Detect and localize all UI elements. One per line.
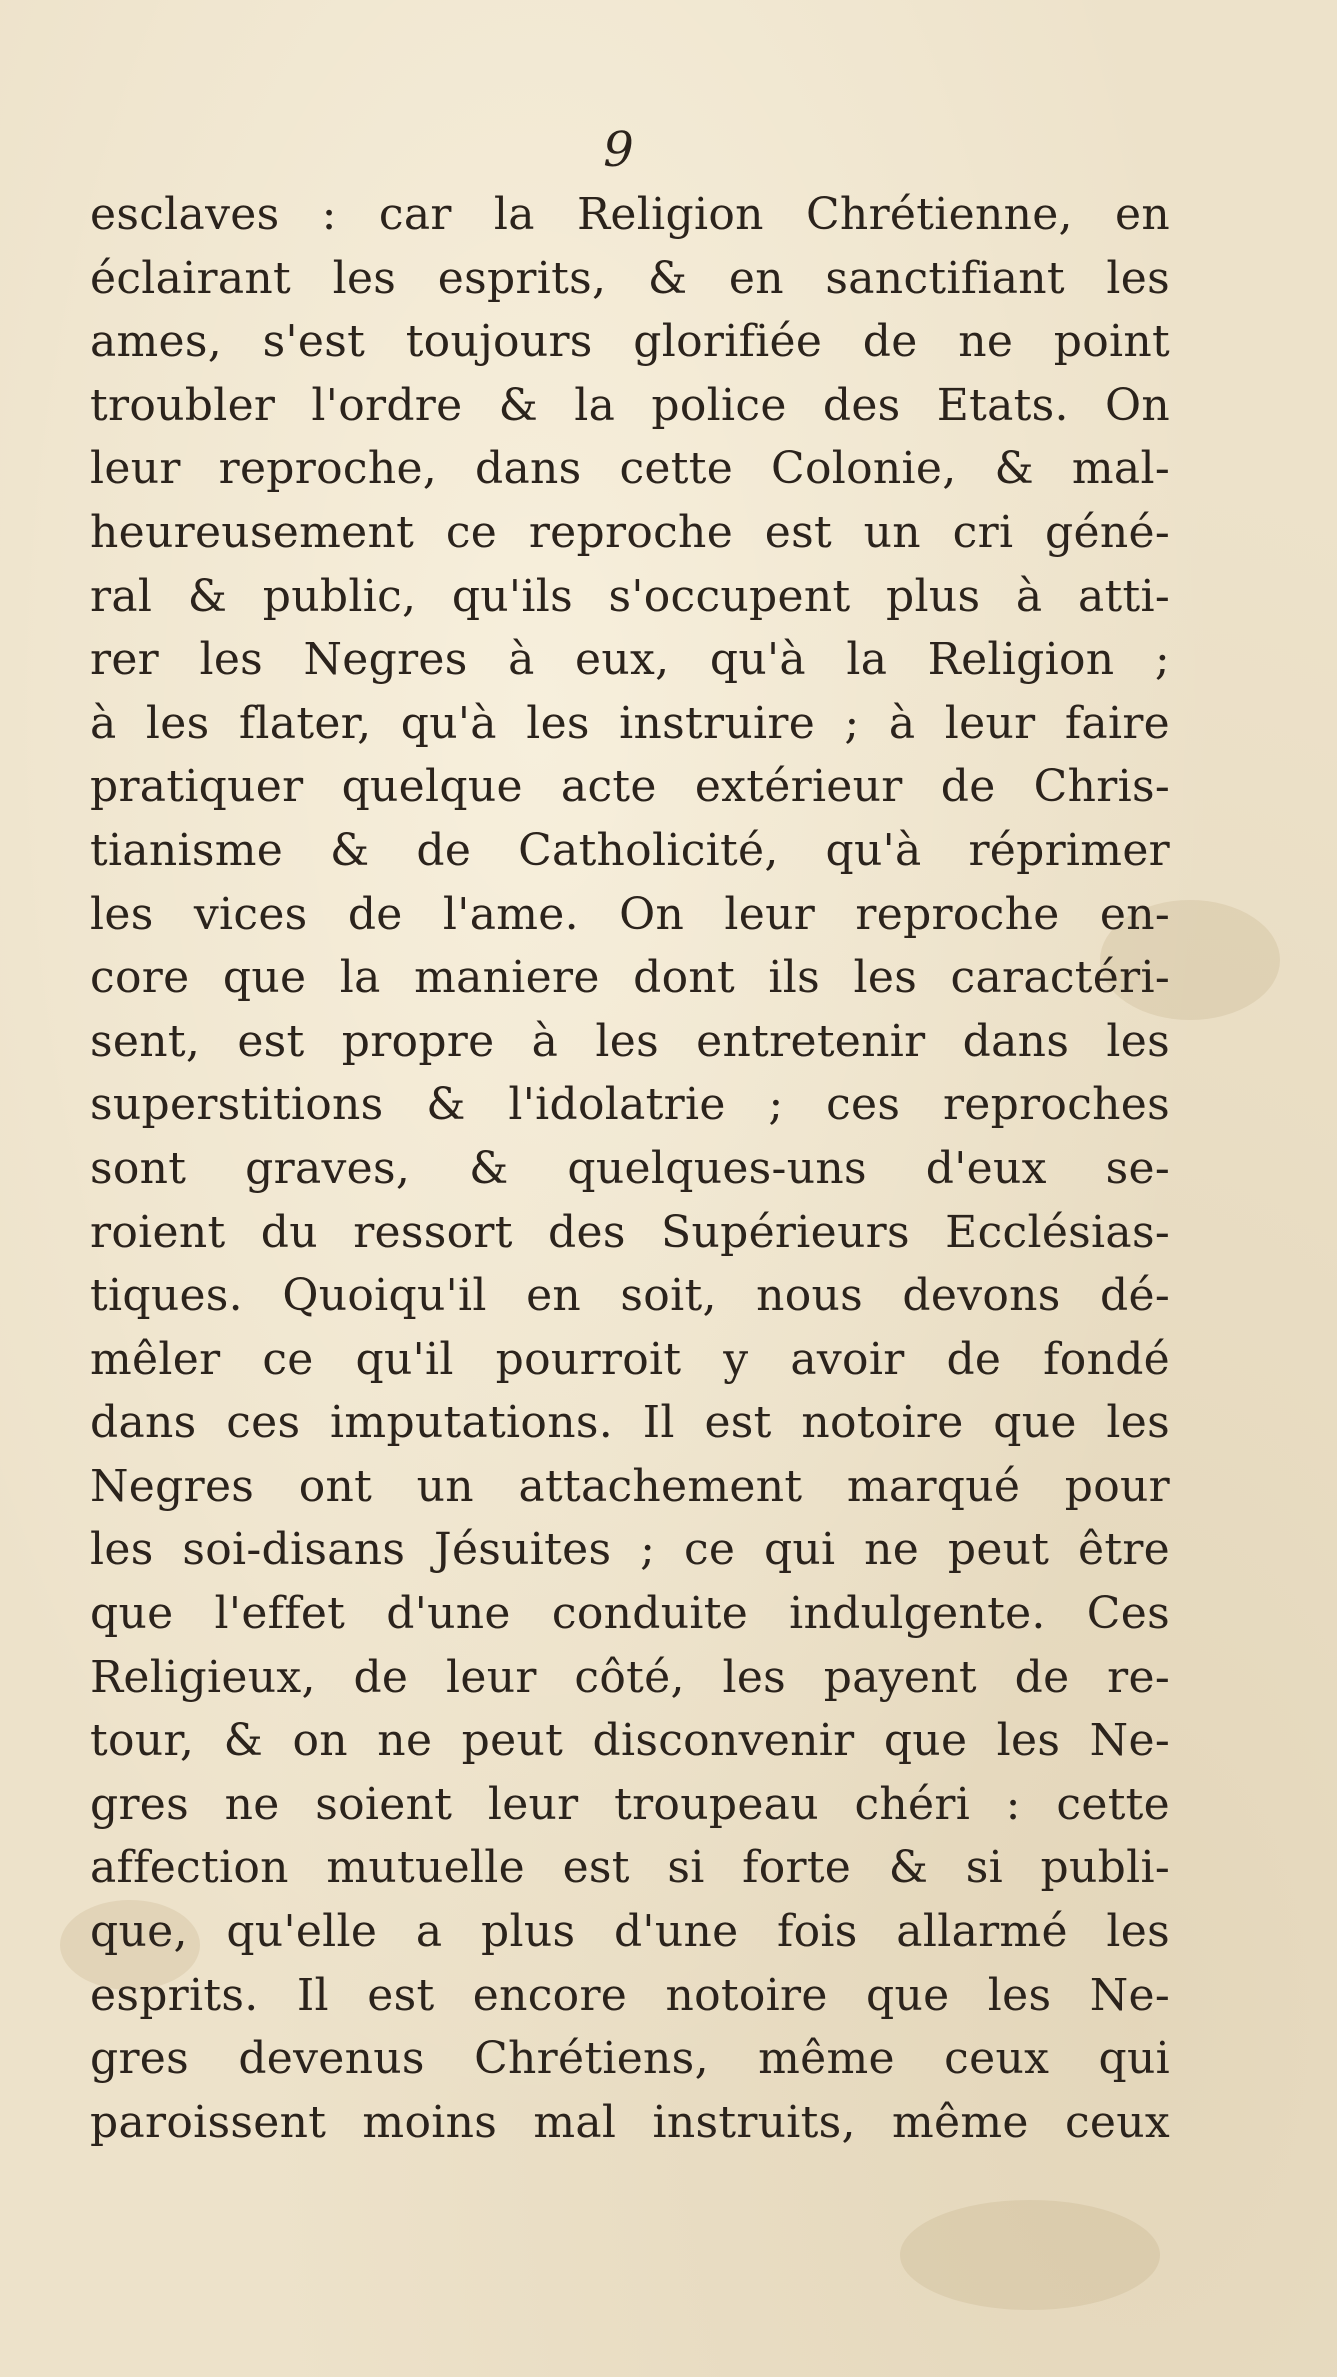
- text-line: Religieux, de leur côté, les payent de re-: [90, 1651, 1170, 1703]
- text-line: sont graves, & quelques-uns d'eux se-: [90, 1142, 1170, 1194]
- text-line: esclaves : car la Religion Chrétienne, en: [90, 189, 1170, 240]
- text-line: Negres ont un attachement marqué pour: [90, 1460, 1170, 1512]
- text-line: rer les Negres à eux, qu'à la Religion ;: [90, 634, 1170, 686]
- text-line: affection mutuelle est si forte & si publi-: [90, 1842, 1170, 1894]
- text-line: que, qu'elle a plus d'une fois allarmé les: [90, 1906, 1170, 1958]
- text-line: éclairant les esprits, & en sanctifiant les: [90, 252, 1170, 304]
- text-line: leur reproche, dans cette Colonie, & mal-: [90, 443, 1170, 495]
- text-line: tianisme & de Catholicité, qu'à réprimer: [90, 824, 1170, 876]
- text-line: gres ne soient leur troupeau chéri : cette: [90, 1778, 1170, 1830]
- body-text: [90, 183, 1170, 2154]
- text-line: pratiquer quelque acte extérieur de Chris-: [90, 761, 1170, 813]
- text-line: mêler ce qu'il pourroit y avoir de fondé: [90, 1333, 1170, 1385]
- text-line: gres devenus Chrétiens, même ceux qui: [90, 2033, 1170, 2085]
- text-line: core que la maniere dont ils les caractéri-: [90, 952, 1170, 1004]
- text-line: sent, est propre à les entretenir dans les: [90, 1015, 1170, 1067]
- text-line: que l'effet d'une conduite indulgente. Ces: [90, 1588, 1170, 1640]
- text-line: tiques. Quoiqu'il en soit, nous devons dé-: [90, 1270, 1170, 1322]
- paper-stain: [900, 2200, 1160, 2310]
- text-line: dans ces imputations. Il est notoire que les: [90, 1397, 1170, 1449]
- text-line: à les flater, qu'à les instruire ; à leur faire: [90, 697, 1170, 749]
- text-line: roient du ressort des Supérieurs Ecclésias-: [90, 1206, 1170, 1258]
- text-line: heureusement ce reproche est un cri géné-: [90, 506, 1170, 558]
- text-line: troubler l'ordre & la police des Etats. On: [90, 379, 1170, 431]
- text-line: les vices de l'ame. On leur reproche en-: [90, 888, 1170, 940]
- text-line: ames, s'est toujours glorifiée de ne point: [90, 316, 1170, 368]
- text-line: esprits. Il est encore notoire que les Ne-: [90, 1969, 1170, 2021]
- text-line: les soi-disans Jésuites ; ce qui ne peut être: [90, 1524, 1170, 1576]
- text-line: tour, & on ne peut disconvenir que les Ne-: [90, 1715, 1170, 1767]
- text-line: paroissent moins mal instruits, même ceux: [90, 2096, 1170, 2148]
- text-line: ral & public, qu'ils s'occupent plus à atti-: [90, 570, 1170, 622]
- text-line: superstitions & l'idolatrie ; ces reproches: [90, 1079, 1170, 1131]
- page-number: 9: [603, 122, 634, 178]
